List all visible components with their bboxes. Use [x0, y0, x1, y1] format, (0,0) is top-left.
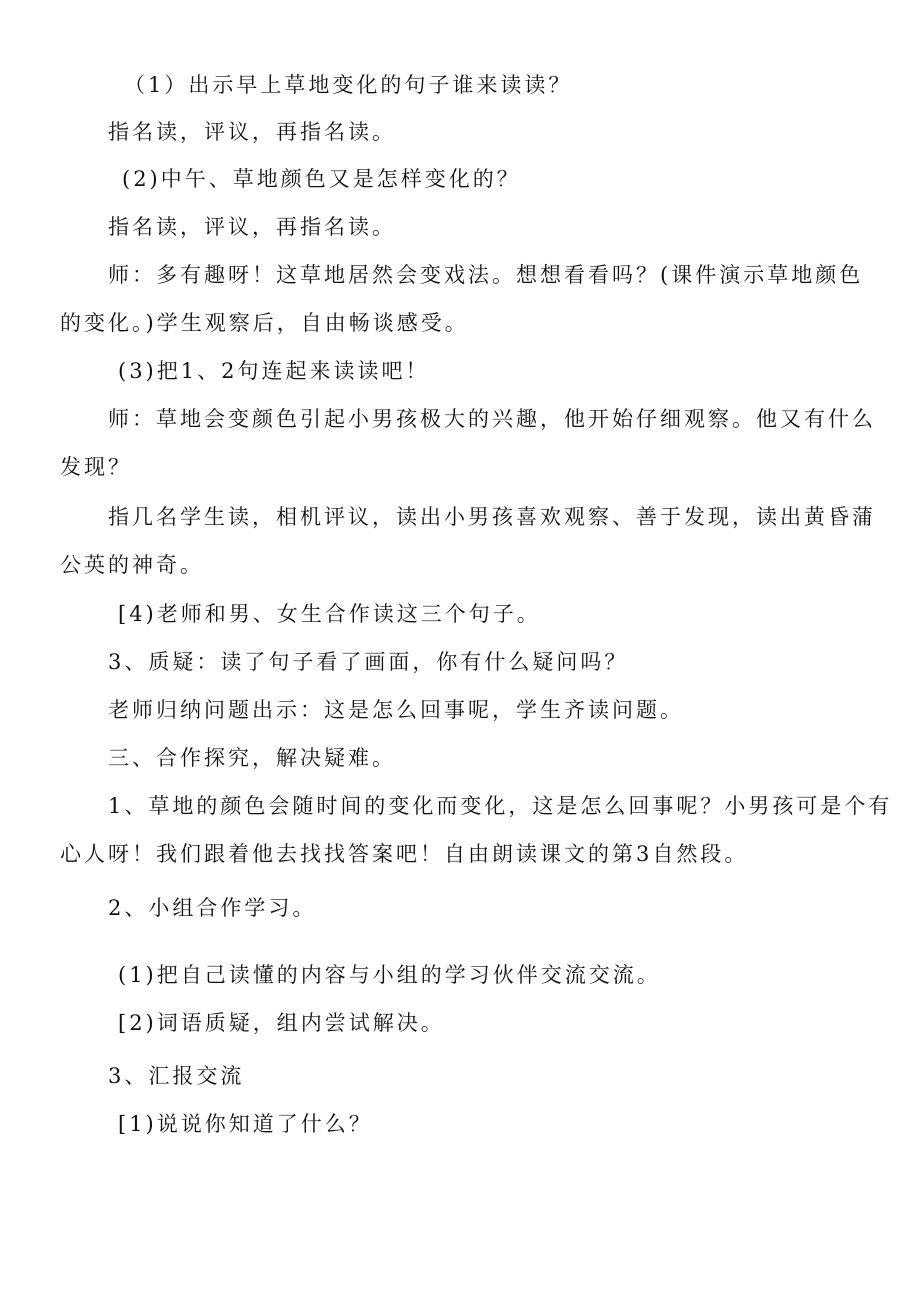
- paragraph-line: 三、合作探究，解决疑难。: [108, 746, 396, 770]
- paragraph-line: （1）出示早上草地变化的句子谁来读读？: [124, 73, 573, 97]
- paragraph-line: 发现？: [60, 455, 132, 479]
- paragraph-line: 3、汇报交流: [108, 1064, 245, 1088]
- paragraph-line: [2)词语质疑，组内尝试解决。: [118, 1011, 445, 1035]
- paragraph-line: 1、草地的颜色会随时间的变化而变化，这是怎么回事呢？小男孩可是个有: [108, 794, 893, 818]
- paragraph-line: 3、质疑：读了句子看了画面，你有什么疑问吗？: [108, 650, 629, 674]
- paragraph-line: (3)把1、2句连起来读读吧！: [118, 359, 430, 383]
- paragraph-line: 师：多有趣呀！这草地居然会变戏法。想想看看吗？(课件演示草地颜色: [108, 263, 864, 287]
- paragraph-line: 的变化。)学生观察后，自由畅谈感受。: [60, 311, 469, 335]
- paragraph-line: [1)说说你知道了什么？: [118, 1112, 373, 1136]
- paragraph-line: (2)中午、草地颜色又是怎样变化的？: [122, 167, 521, 191]
- paragraph-line: 公英的神奇。: [60, 553, 204, 577]
- paragraph-line: (1)把自己读懂的内容与小组的学习伙伴交流交流。: [118, 963, 661, 987]
- paragraph-line: [4)老师和男、女生合作读这三个句子。: [118, 602, 541, 626]
- paragraph-line: 心人呀！我们跟着他去找找答案吧！自由朗读课文的第3自然段。: [60, 842, 749, 866]
- paragraph-line: 师：草地会变颜色引起小男孩极大的兴趣，他开始仔细观察。他又有什么: [108, 407, 876, 431]
- paragraph-line: 2、小组合作学习。: [108, 896, 317, 920]
- paragraph-line: 指名读，评议，再指名读。: [108, 215, 396, 239]
- paragraph-line: 指几名学生读，相机评议，读出小男孩喜欢观察、善于发现，读出黄昏蒲: [108, 505, 876, 529]
- paragraph-line: 指名读，评议，再指名读。: [108, 120, 396, 144]
- paragraph-line: 老师归纳问题出示：这是怎么回事呢，学生齐读问题。: [108, 698, 684, 722]
